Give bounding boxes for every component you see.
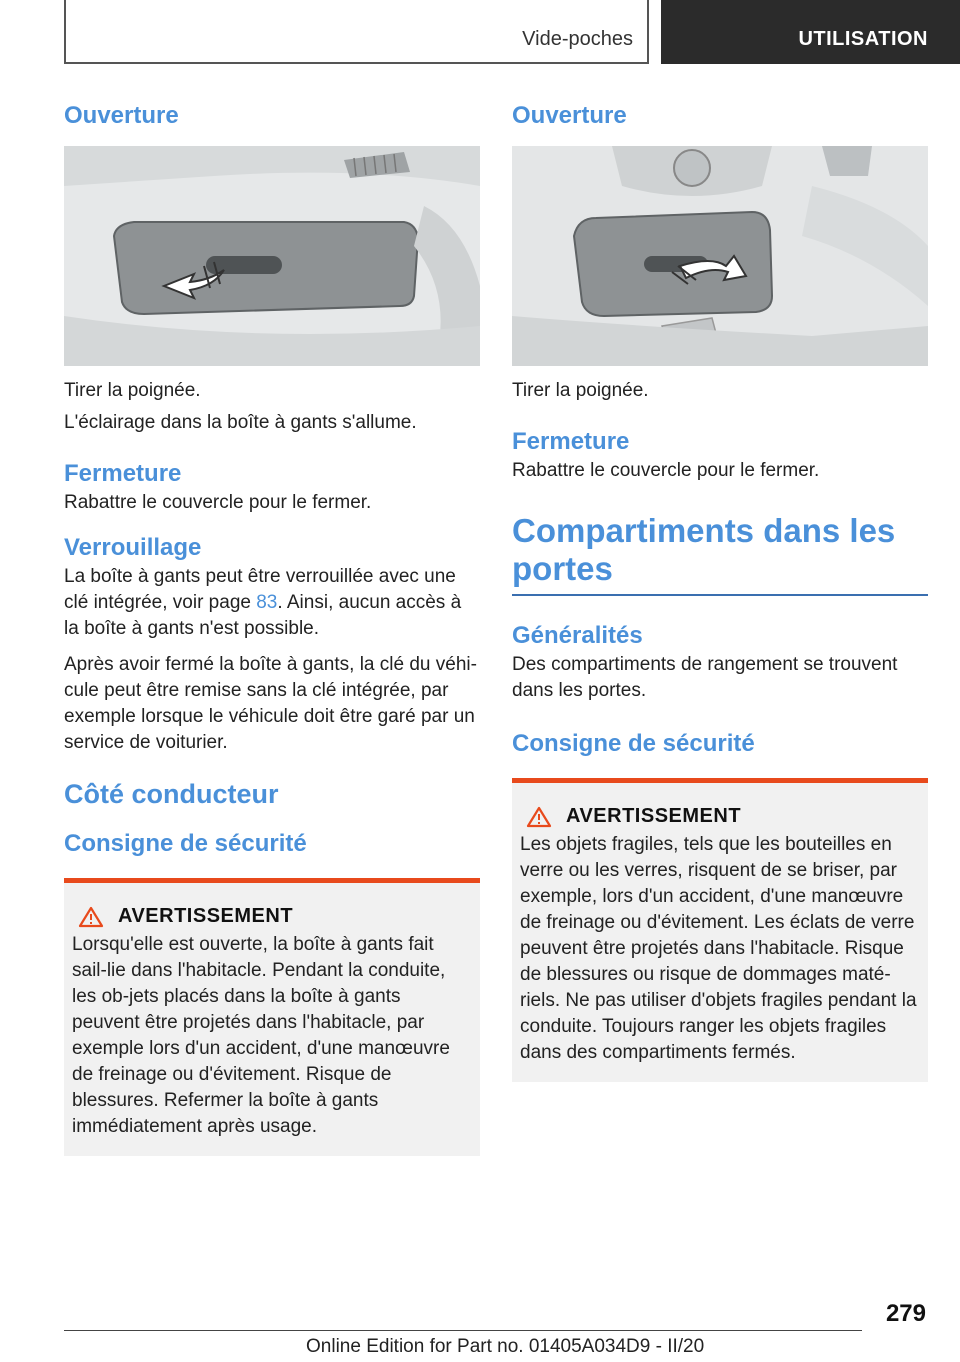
caption-light-on: L'éclairage dans la boîte à gants s'allume. — [64, 412, 417, 433]
verrouillage-text-before: La boîte à gants peut être verrouillée avec une clé intégrée, voir page — [64, 566, 456, 613]
heading-ouverture-left: Ouverture — [64, 102, 179, 129]
storage-driver-side-image — [512, 146, 928, 366]
heading-generalites: Généralités — [512, 622, 643, 649]
heading-consigne-left: Consigne de sécurité — [64, 830, 307, 857]
glovebox-illustration-right — [512, 146, 928, 366]
caption-pull-handle-right: Tirer la poignée. — [512, 380, 649, 401]
fermeture-text-left: Rabattre le couvercle pour le fermer. — [64, 492, 372, 513]
apres-text: Après avoir fermé la boîte à gants, la clé du véhi-cule peut être remise sans la clé intégrée, par exemple lorsque le véhicule doit être garé par un service de voiturier. — [64, 654, 477, 753]
verrouillage-text-after: . Ainsi, aucun accès à la boîte à gants n'est possible. — [64, 592, 462, 639]
page-link-83[interactable]: 83 — [256, 592, 278, 613]
warning-text-left: Lorsqu'elle est ouverte, la boîte à gants fait sail-lie dans l'habitacle. Pendant la conduite, les ob-jets placés dans la boîte à gants peuvent être projetés dans l'habitacle, par exemple lors d'un accident, d'une manœuvre de freinage ou d'évitement. Risque de blessures. Refermer la boîte à gants immédiatement après usage. — [72, 934, 450, 1137]
right-column — [512, 100, 928, 1082]
heading-consigne-right: Consigne de sécurité — [512, 730, 755, 757]
page-number: 279 — [885, 1300, 926, 1327]
warning-header-right — [526, 805, 920, 828]
heading-fermeture-left: Fermeture — [64, 460, 182, 487]
fermeture-text-right: Rabattre le couvercle pour le fermer. — [512, 460, 820, 481]
glovebox-illustration-left — [64, 146, 480, 366]
heading-ouverture-right: Ouverture — [512, 102, 627, 129]
left-column — [64, 100, 480, 1156]
verrouillage-text — [64, 564, 480, 642]
heading-fermeture-right: Fermeture — [512, 428, 630, 455]
warning-triangle-icon — [78, 906, 104, 928]
caption-pull-handle-left: Tirer la poignée. — [64, 380, 201, 401]
page-header — [0, 0, 960, 66]
heading-cote-conducteur: Côté conducteur — [64, 779, 279, 809]
header-section-title: Vide-poches — [522, 28, 633, 50]
warning-title-left: AVERTISSEMENT — [118, 905, 294, 927]
footer-divider — [64, 1330, 862, 1331]
warning-box-right — [512, 778, 928, 1082]
header-chapter-title: UTILISATION — [798, 28, 928, 50]
warning-text-right: Les objets fragiles, tels que les bouteilles en verre ou les verres, risquent de se briser, par exemple, lors d'un accident, d'une manœuvre de freinage ou d'évitement. Les éclats de verre peuvent être projetés dans l'habitacle. Risque de blessures ou risque de dommages maté-riels. Ne pas utiliser d'objets fragiles pendant la conduite. Toujours ranger les objets fragiles dans des compartiments fermés. — [520, 834, 917, 1063]
header-chapter-box — [661, 0, 960, 64]
heading-verrouillage: Verrouillage — [64, 534, 202, 561]
warning-triangle-icon — [526, 806, 552, 828]
warning-box-left — [64, 878, 480, 1156]
chapter-title-compartiments: Compartiments dans les portes — [512, 512, 928, 596]
generalites-text: Des compartiments de rangement se trouvent dans les portes. — [512, 654, 898, 701]
header-section-box — [64, 0, 649, 64]
footer-edition: Online Edition for Part no. 01405A034D9 - II/20 — [306, 1336, 705, 1357]
warning-header-left — [78, 905, 472, 928]
glovebox-passenger-image — [64, 146, 480, 366]
warning-title-right: AVERTISSEMENT — [566, 805, 742, 827]
